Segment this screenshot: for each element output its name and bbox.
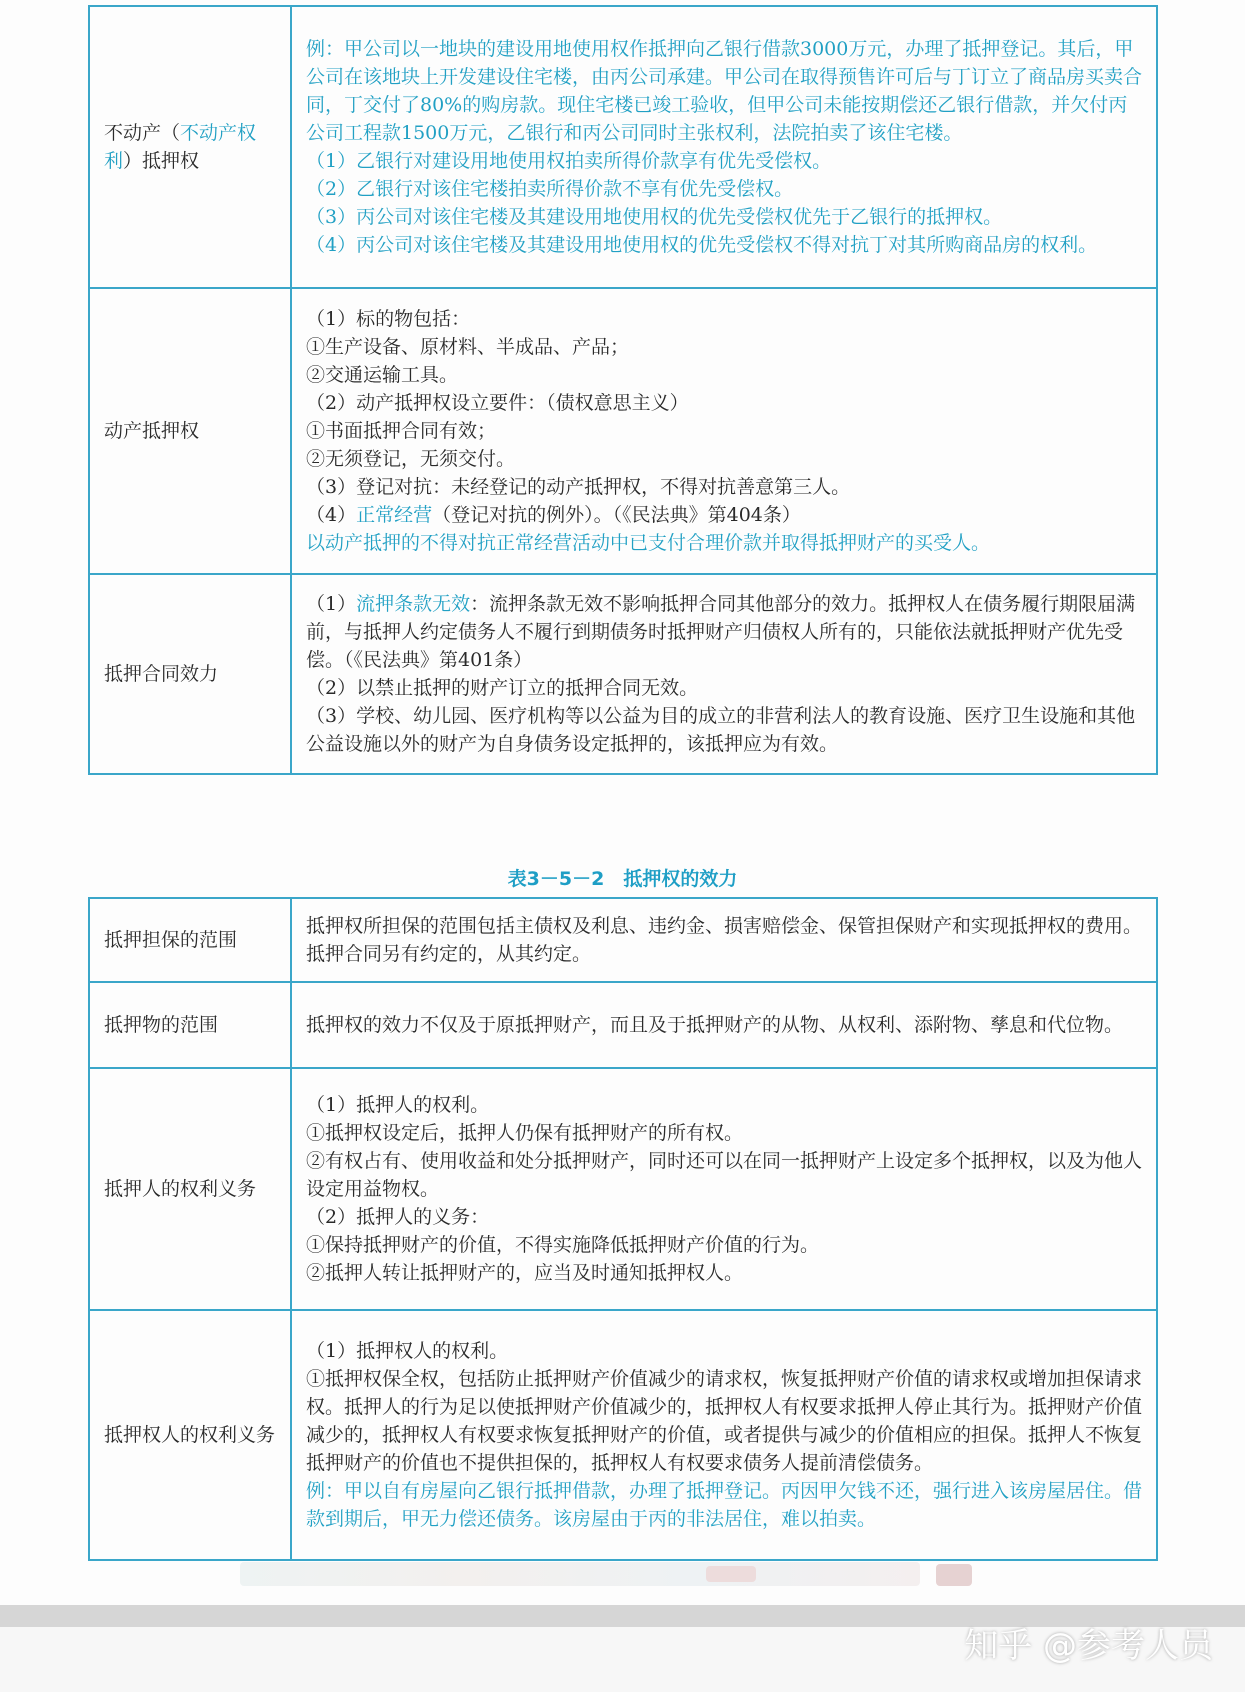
content-line: （3）丙公司对该住宅楼及其建设用地使用权的优先受偿权优先于乙银行的抵押权。: [306, 206, 1003, 228]
example-text: 例：甲公司以一地块的建设用地使用权作抵押向乙银行借款3000万元，办理了抵押登记。其后，甲公司在该地块上开发建设住宅楼，由丙公司承建。甲公司在取得预售许可后与丁订立了商品房买卖合同，丁交付了80%的购房款。现住宅楼已竣工验收，但甲公司未能按期偿还乙银行借款，并欠付丙公司工程款1500万元，乙银行和丙公司同时主张权利，法院拍卖了该住宅楼。: [306, 38, 1143, 144]
scan-smudge: [240, 1562, 920, 1586]
content-line: （2）抵押人的义务：: [306, 1206, 490, 1228]
content-line: ②有权占有、使用收益和处分抵押财产，同时还可以在同一抵押财产上设定多个抵押权，以及为他人设定用益物权。: [306, 1150, 1143, 1200]
table-row: [89, 982, 1157, 1068]
content-line: ①抵押权保全权，包括防止抵押财产价值减少的请求权，恢复抵押财产价值的请求权或增加担保请求权。抵押人的行为足以使抵押财产价值减少的，抵押权人有权要求抵押人停止其行为。抵押财产价值减少的，抵押权人有权要求恢复抵押财产的价值，或者提供与减少的价值相应的担保。抵押人不恢复抵押财产的价值也不提供担保的，抵押权人有权要求债务人提前清偿债务。: [306, 1368, 1143, 1474]
line-suffix: （登记对抗的例外）。（《民法典》第404条）: [432, 504, 801, 526]
row-label: 抵押权人的权利义务: [89, 1310, 291, 1560]
row-label: 抵押物的范围: [89, 982, 291, 1068]
content-line: ①生产设备、原材料、半成品、产品；: [306, 336, 630, 358]
mortgage-types-table: [88, 5, 1158, 775]
content-line: （1）抵押人的权利。: [306, 1094, 490, 1116]
content-line: （4）丙公司对该住宅楼及其建设用地使用权的优先受偿权不得对抗丁对其所购商品房的权利。: [306, 234, 1098, 256]
table-row: [89, 288, 1157, 574]
content-line: ②抵押人转让抵押财产的，应当及时通知抵押权人。: [306, 1262, 744, 1284]
line-prefix: （1）: [306, 593, 357, 615]
row-content: [291, 1310, 1157, 1560]
content-line: （2）动产抵押权设立要件：（债权意思主义）: [306, 392, 689, 414]
table-row: [89, 574, 1157, 774]
line-highlight: 正常经营: [356, 504, 433, 526]
row-label: 抵押人的权利义务: [89, 1068, 291, 1310]
table-row: [89, 1310, 1157, 1560]
row-content: 抵押权所担保的范围包括主债权及利息、违约金、损害赔偿金、保管担保财产和实现抵押权的费用。抵押合同另有约定的，从其约定。: [291, 898, 1157, 982]
scan-smudge: [936, 1564, 972, 1586]
example-text: 例：甲以自有房屋向乙银行抵押借款，办理了抵押登记。丙因甲欠钱不还，强行进入该房屋居住。借款到期后，甲无力偿还债务。该房屋由于丙的非法居住，难以拍卖。: [306, 1480, 1143, 1530]
content-line: （3）登记对抗：未经登记的动产抵押权，不得对抗善意第三人。: [306, 476, 851, 498]
table-caption: 表3－5－2 抵押权的效力: [507, 868, 738, 890]
content-line: [306, 590, 1146, 674]
row-content: [291, 288, 1157, 574]
content-line: （1）抵押权人的权利。: [306, 1340, 509, 1362]
content-line: ②无须登记，无须交付。: [306, 448, 516, 470]
line-prefix: （4）: [306, 504, 357, 526]
content-line: （2）以禁止抵押的财产订立的抵押合同无效。: [306, 677, 699, 699]
table-row: [89, 6, 1157, 288]
row-content: [291, 1068, 1157, 1310]
content-line: （3）学校、幼儿园、医疗机构等以公益为目的成立的非营利法人的教育设施、医疗卫生设施和其他公益设施以外的财产为自身债务设定抵押的，该抵押应为有效。: [306, 705, 1136, 755]
row-label: 抵押合同效力: [89, 574, 291, 774]
label-highlight: 不动产权利: [104, 122, 257, 172]
row-label: [89, 6, 291, 288]
row-content: [291, 574, 1157, 774]
content-line: [306, 501, 1146, 529]
content-line: （1）标的物包括：: [306, 308, 471, 330]
scan-smudge: [706, 1566, 756, 1582]
line-suffix: ：流押条款无效不影响抵押合同其他部分的效力。抵押权人在债务履行期限届满前，与抵押人约定债务人不履行到期债务时抵押财产归债权人所有的，只能依法就抵押财产优先受偿。（《民法典》第401条）: [306, 593, 1136, 671]
content-line: ①抵押权设定后，抵押人仍保有抵押财产的所有权。: [306, 1122, 744, 1144]
line-highlight: 流押条款无效: [356, 593, 471, 615]
watermark: 知乎 @参考人员: [964, 1626, 1213, 1666]
table-row: [89, 898, 1157, 982]
content-line: ②交通运输工具。: [306, 364, 459, 386]
content-line: ①书面抵押合同有效；: [306, 420, 497, 442]
row-content: 抵押权的效力不仅及于原抵押财产，而且及于抵押财产的从物、从权利、添附物、孳息和代位物。: [291, 982, 1157, 1068]
row-label: 抵押担保的范围: [89, 898, 291, 982]
label-text: 不动产（: [104, 122, 181, 144]
highlight-line: 以动产抵押的不得对抗正常经营活动中已支付合理价款并取得抵押财产的买受人。: [306, 532, 991, 554]
row-label: 动产抵押权: [89, 288, 291, 574]
row-content: [291, 6, 1157, 288]
content-line: ①保持抵押财产的价值，不得实施降低抵押财产价值的行为。: [306, 1234, 820, 1256]
content-line: （2）乙银行对该住宅楼拍卖所得价款不享有优先受偿权。: [306, 178, 794, 200]
mortgage-effect-table: [88, 897, 1158, 1561]
content-line: （1）乙银行对建设用地使用权拍卖所得价款享有优先受偿权。: [306, 150, 832, 172]
table-row: [89, 1068, 1157, 1310]
label-text: ）抵押权: [123, 150, 200, 172]
